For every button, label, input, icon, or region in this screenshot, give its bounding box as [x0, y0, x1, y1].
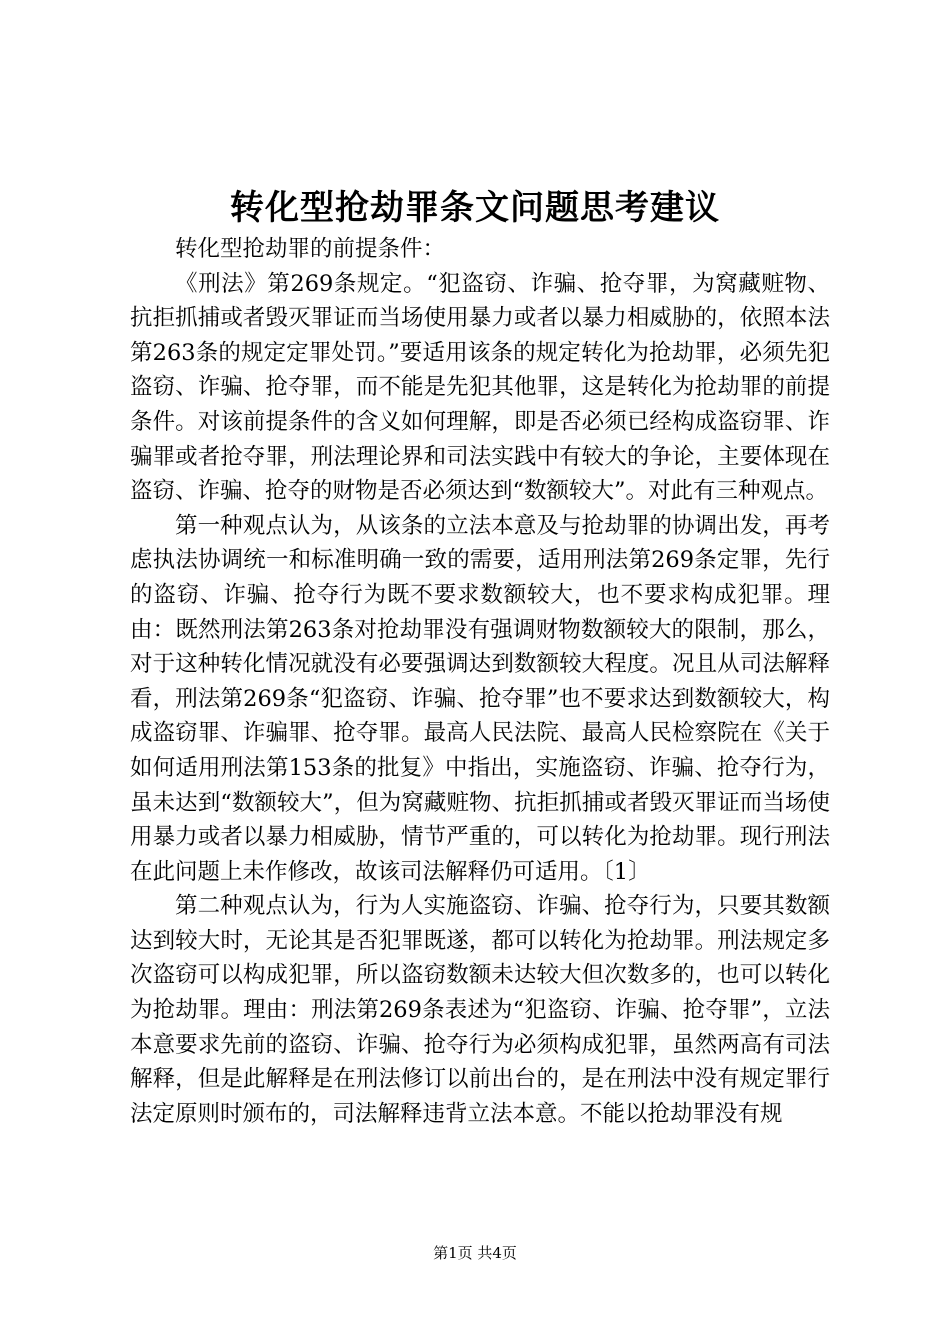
paragraph-heading: 转化型抢劫罪的前提条件： — [175, 236, 446, 262]
paragraph-article-269: 《刑法》第269条规定。“犯盗窃、诈骗、抢夺罪，为窝藏赃物、抗拒抓捕或者毁灭罪证而当场使用暴力或者以暴力相威胁的，依照本法第263条的规定定罪处罚。”要适用该条的规定转化为抢劫罪，必须先犯盗窃、诈骗、抢夺罪，而不能是先犯其他罪，这是转化为抢劫罪的前提条件。对该前提条件的含义如何理解，即是否必须已经构成盗窃罪、诈骗罪或者抢夺罪，刑法理论界和司法实践中有较大的争论，主要体现在盗窃、诈骗、抢夺的财物是否必须达到“数额较大”。对此有三种观点。 — [130, 270, 830, 505]
document-body — [130, 232, 830, 1131]
paragraph-second-view: 第二种观点认为，行为人实施盗窃、诈骗、抢夺行为，只要其数额达到较大时，无论其是否犯罪既遂，都可以转化为抢劫罪。刑法规定多次盗窃可以构成犯罪，所以盗窃数额未达较大但次数多的，也可以转化为抢劫罪。理由：刑法第269条表述为“犯盗窃、诈骗、抢夺罪”，立法本意要求先前的盗窃、诈骗、抢夺行为必须构成犯罪，虽然两高有司法解释，但是此解释是在刑法修订以前出台的，是在刑法中没有规定罪行法定原则时颁布的，司法解释违背立法本意。不能以抢劫罪没有规 — [130, 893, 830, 1127]
document-title: 转化型抢劫罪条文问题思考建议 — [230, 188, 720, 228]
page-footer: 第1页 共4页 — [433, 1244, 517, 1262]
paragraph-first-view: 第一种观点认为，从该条的立法本意及与抢劫罪的协调出发，再考虑执法协调统一和标准明确一致的需要，适用刑法第269条定罪，先行的盗窃、诈骗、抢夺行为既不要求数额较大，也不要求构成犯罪。理由：既然刑法第263条对抢劫罪没有强调财物数额较大的限制，那么，对于这种转化情况就没有必要强调达到数额较大程度。况且从司法解释看，刑法第269条“犯盗窃、诈骗、抢夺罪”也不要求达到数额较大，构成盗窃罪、诈骗罪、抢夺罪。最高人民法院、最高人民检察院在《关于如何适用刑法第153条的批复》中指出，实施盗窃、诈骗、抢夺行为，虽未达到“数额较大”，但为窝藏赃物、抗拒抓捕或者毁灭罪证而当场使用暴力或者以暴力相威胁，情节严重的，可以转化为抢劫罪。现行刑法在此问题上未作修改，故该司法解释仍可适用。〔1〕 — [130, 512, 830, 885]
